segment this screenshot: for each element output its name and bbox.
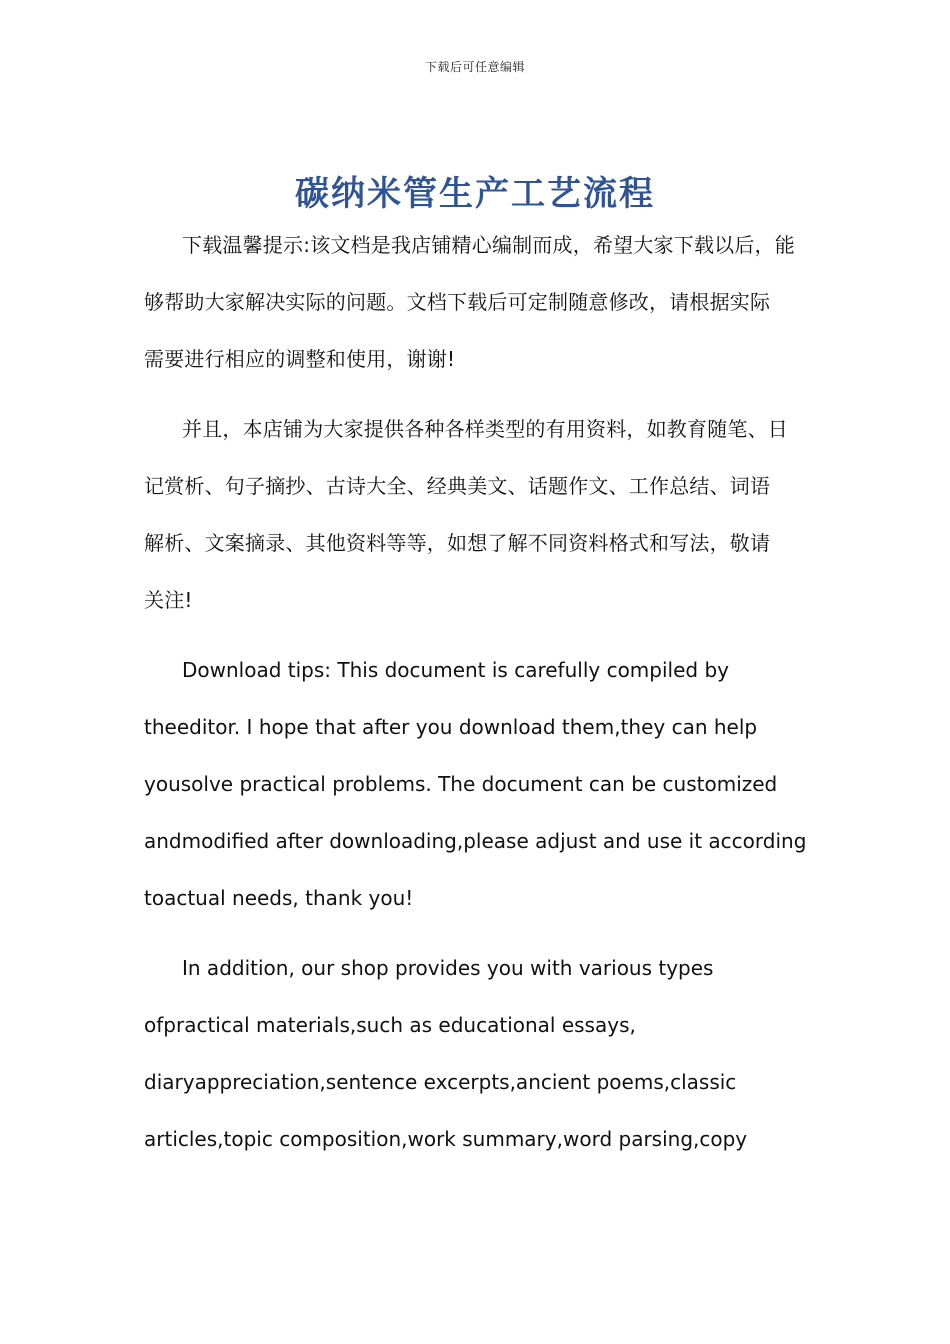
page-header: 下载后可任意编辑 [424, 60, 525, 74]
paragraph-2-line-3: 解析、文案摘录、其他资料等等，如想了解不同资料格式和写法，敬请 [144, 531, 771, 555]
paragraph-4-line-4: articles,topic composition,work summary,word parsing,copy [144, 1127, 748, 1151]
paragraph-4-line-1: In addition, our shop provides you with various types [182, 956, 714, 980]
paragraph-4-line-2: ofpractical materials,such as educational essays, [144, 1013, 636, 1037]
paragraph-2-line-1: 并且，本店铺为大家提供各种各样类型的有用资料，如教育随笔、日 [182, 417, 788, 441]
paragraph-1-line-2: 够帮助大家解决实际的问题。文档下载后可定制随意修改，请根据实际 [144, 290, 771, 314]
document-title: 碳纳米管生产工艺流程 [295, 174, 655, 214]
paragraph-3-line-1: Download tips: This document is carefully compiled by [182, 658, 729, 682]
paragraph-3-line-4: andmodified after downloading,please adjust and use it according [144, 829, 807, 853]
paragraph-1-line-1: 下载温馨提示:该文档是我店铺精心编制而成，希望大家下载以后，能 [182, 233, 795, 257]
paragraph-3-line-5: toactual needs, thank you! [144, 886, 414, 910]
paragraph-1-line-3: 需要进行相应的调整和使用，谢谢! [144, 347, 456, 371]
paragraph-2-line-4: 关注! [144, 588, 193, 612]
paragraph-3-line-3: yousolve practical problems. The document can be customized [144, 772, 778, 796]
paragraph-2-line-2: 记赏析、句子摘抄、古诗大全、经典美文、话题作文、工作总结、词语 [144, 474, 771, 498]
paragraph-4-line-3: diaryappreciation,sentence excerpts,ancient poems,classic [144, 1070, 737, 1094]
paragraph-3-line-2: theeditor. I hope that after you download them,they can help [144, 715, 758, 739]
